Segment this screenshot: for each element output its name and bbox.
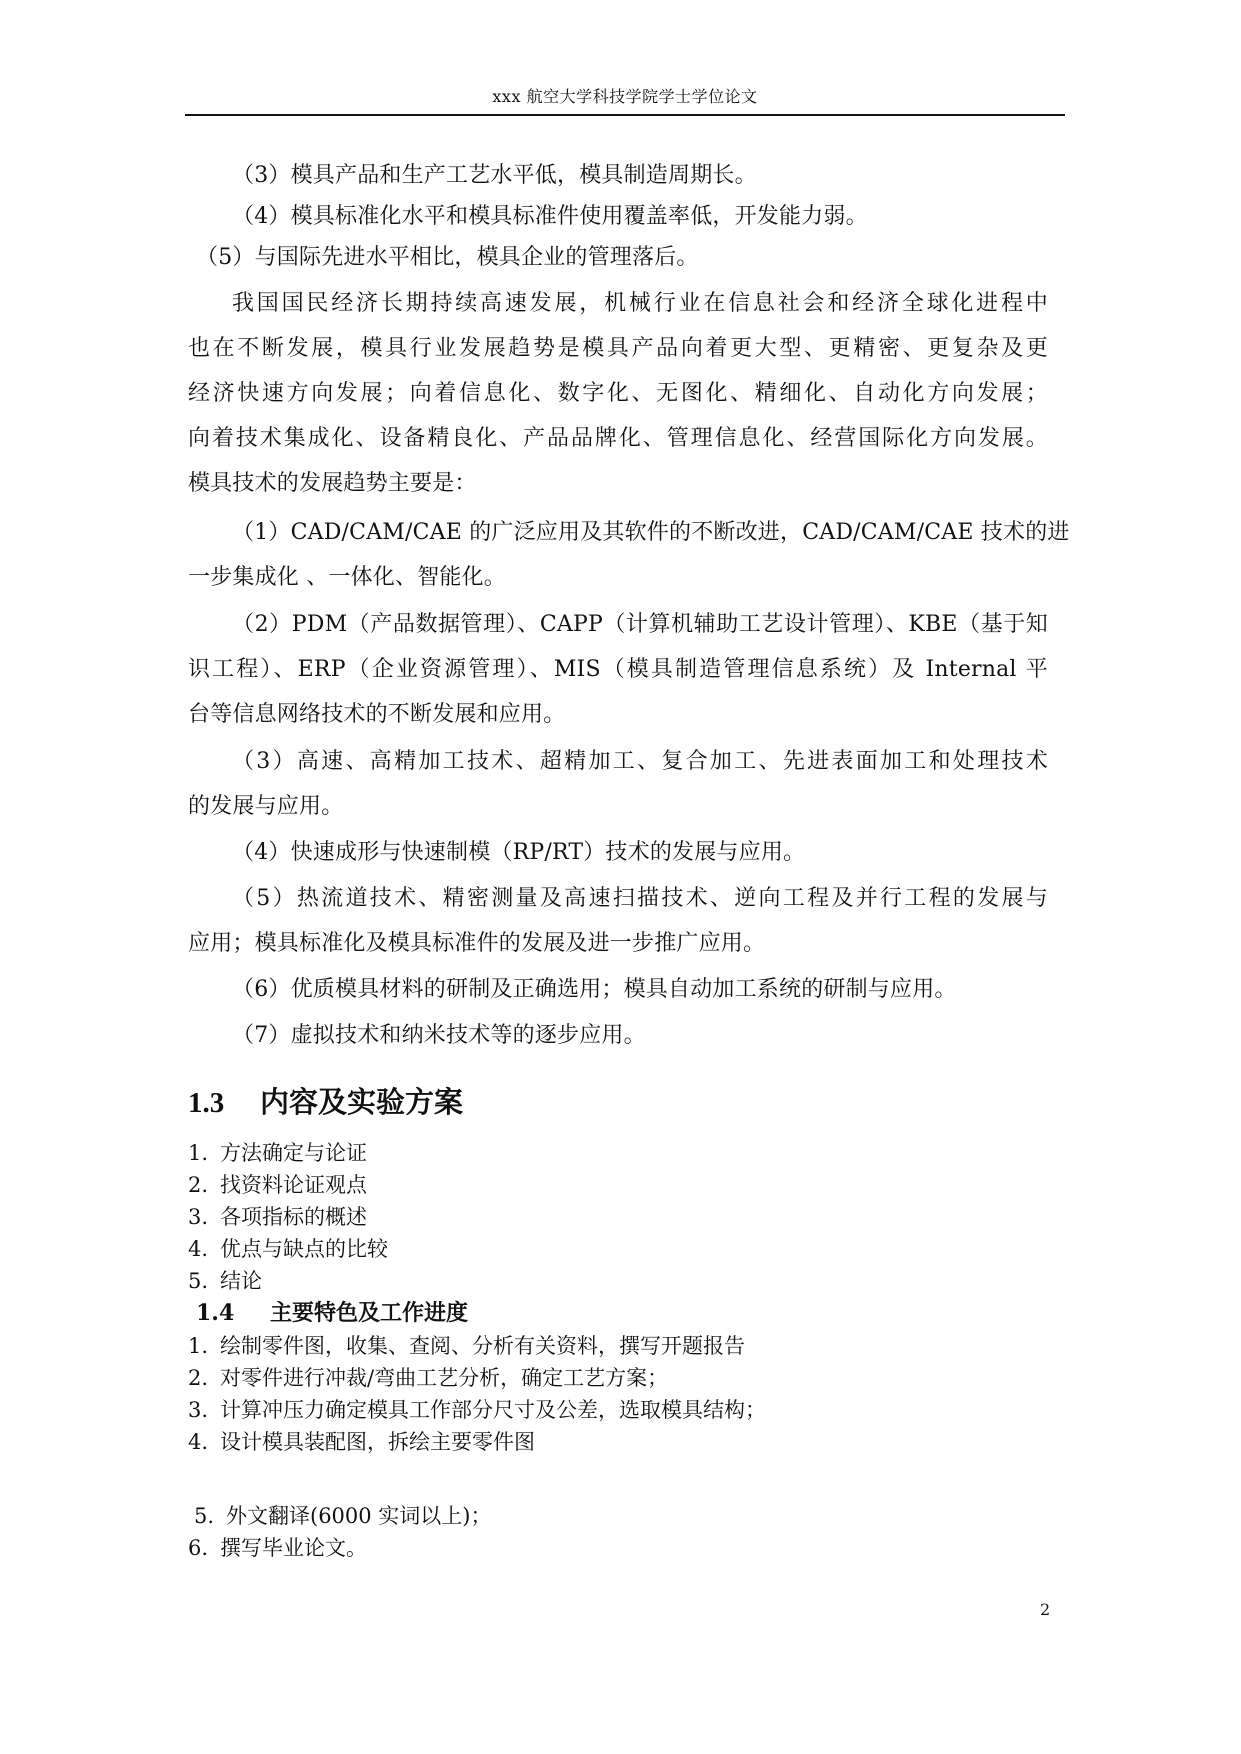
- list-number: 3.: [188, 1398, 209, 1422]
- list-item: [188, 1330, 745, 1362]
- list-text: 方法确定与论证: [220, 1141, 367, 1165]
- list-item: [188, 1426, 535, 1458]
- body-paragraph-line: 模具技术的发展趋势主要是：: [188, 471, 477, 496]
- list-text: 绘制零件图，收集、查阅、分析有关资料，撰写开题报告: [220, 1334, 745, 1358]
- header-rule: [185, 114, 1065, 116]
- list-item: [188, 1201, 367, 1233]
- list-number: 4.: [188, 1237, 209, 1261]
- section-heading-1-4: [196, 1297, 468, 1329]
- list-text: 撰写毕业论文。: [220, 1536, 367, 1560]
- list-number: 3.: [188, 1205, 209, 1229]
- trend-item-line: （3）高速、高精加工技术、超精加工、复合加工、先进表面加工和处理技术: [232, 749, 1048, 774]
- trend-item-line: 的发展与应用。: [188, 794, 344, 819]
- list-number: 4.: [188, 1430, 209, 1454]
- header-title: xxx 航空大学科技学院学士学位论文: [492, 87, 758, 106]
- page-number: 2: [1040, 1600, 1051, 1619]
- list-item: [194, 1500, 492, 1532]
- trend-item-line: （1）CAD/CAM/CAE 的广泛应用及其软件的不断改进，CAD/CAM/CAE 技术的进: [232, 520, 1070, 545]
- body-paragraph-line: 也在不断发展，模具行业发展趋势是模具产品向着更大型、更精密、更复杂及更: [188, 336, 1048, 361]
- list-text: 各项指标的概述: [220, 1205, 367, 1229]
- body-paragraph-line: 向着技术集成化、设备精良化、产品品牌化、管理信息化、经营国际化方向发展。: [188, 426, 1048, 451]
- section-number: 1.4: [196, 1300, 235, 1326]
- trend-item-line: （7）虚拟技术和纳米技术等的逐步应用。: [232, 1023, 646, 1048]
- list-number: 1.: [188, 1141, 209, 1165]
- list-number: 5.: [194, 1504, 215, 1528]
- body-paragraph-line: 经济快速方向发展；向着信息化、数字化、无图化、精细化、自动化方向发展；: [188, 381, 1048, 406]
- list-item: [188, 1362, 668, 1394]
- list-number: 6.: [188, 1536, 209, 1560]
- list-text: 对零件进行冲裁/弯曲工艺分析，确定工艺方案；: [220, 1366, 669, 1390]
- list-item: [188, 1169, 367, 1201]
- list-number: 2.: [188, 1173, 209, 1197]
- trend-item-line: （6）优质模具材料的研制及正确选用；模具自动加工系统的研制与应用。: [232, 977, 957, 1002]
- section-title: 主要特色及工作进度: [270, 1300, 469, 1326]
- body-paragraph-line: 我国国民经济长期持续高速发展，机械行业在信息社会和经济全球化进程中: [232, 291, 1048, 316]
- trend-item-line: （5）热流道技术、精密测量及高速扫描技术、逆向工程及并行工程的发展与: [232, 886, 1048, 911]
- list-item: [188, 1233, 388, 1265]
- section-heading-1-3: [188, 1082, 463, 1123]
- trend-item-line: （2）PDM（产品数据管理）、CAPP（计算机辅助工艺设计管理）、KBE（基于知: [232, 612, 1048, 637]
- challenge-item: （3）模具产品和生产工艺水平低，模具制造周期长。: [232, 163, 757, 188]
- trend-item-line: 应用；模具标准化及模具标准件的发展及进一步推广应用。: [188, 931, 766, 956]
- challenge-item: （4）模具标准化水平和模具标准件使用覆盖率低，开发能力弱。: [232, 204, 868, 229]
- list-number: 2.: [188, 1366, 209, 1390]
- list-item: [188, 1532, 367, 1564]
- list-text: 结论: [220, 1269, 262, 1293]
- section-title: 内容及实验方案: [260, 1085, 464, 1119]
- list-text: 找资料论证观点: [220, 1173, 367, 1197]
- list-number: 1.: [188, 1334, 209, 1358]
- challenge-item: （5）与国际先进水平相比，模具企业的管理落后。: [196, 245, 699, 270]
- list-text: 外文翻译(6000 实词以上)；: [226, 1504, 492, 1528]
- list-item: [188, 1265, 262, 1297]
- trend-item-line: 台等信息网络技术的不断发展和应用。: [188, 702, 566, 727]
- list-text: 计算冲压力确定模具工作部分尺寸及公差，选取模具结构；: [220, 1398, 766, 1422]
- list-number: 5.: [188, 1269, 209, 1293]
- list-item: [188, 1394, 766, 1426]
- list-text: 优点与缺点的比较: [220, 1237, 388, 1261]
- section-number: 1.3: [188, 1087, 225, 1119]
- list-item: [188, 1137, 367, 1169]
- trend-item-line: 识工程）、ERP（企业资源管理）、MIS（模具制造管理信息系统）及 Internal 平: [188, 657, 1048, 682]
- trend-item-line: （4）快速成形与快速制模（RP/RT）技术的发展与应用。: [232, 840, 806, 865]
- trend-item-line: 一步集成化 、一体化、智能化。: [188, 565, 506, 590]
- list-text: 设计模具装配图，拆绘主要零件图: [220, 1430, 535, 1454]
